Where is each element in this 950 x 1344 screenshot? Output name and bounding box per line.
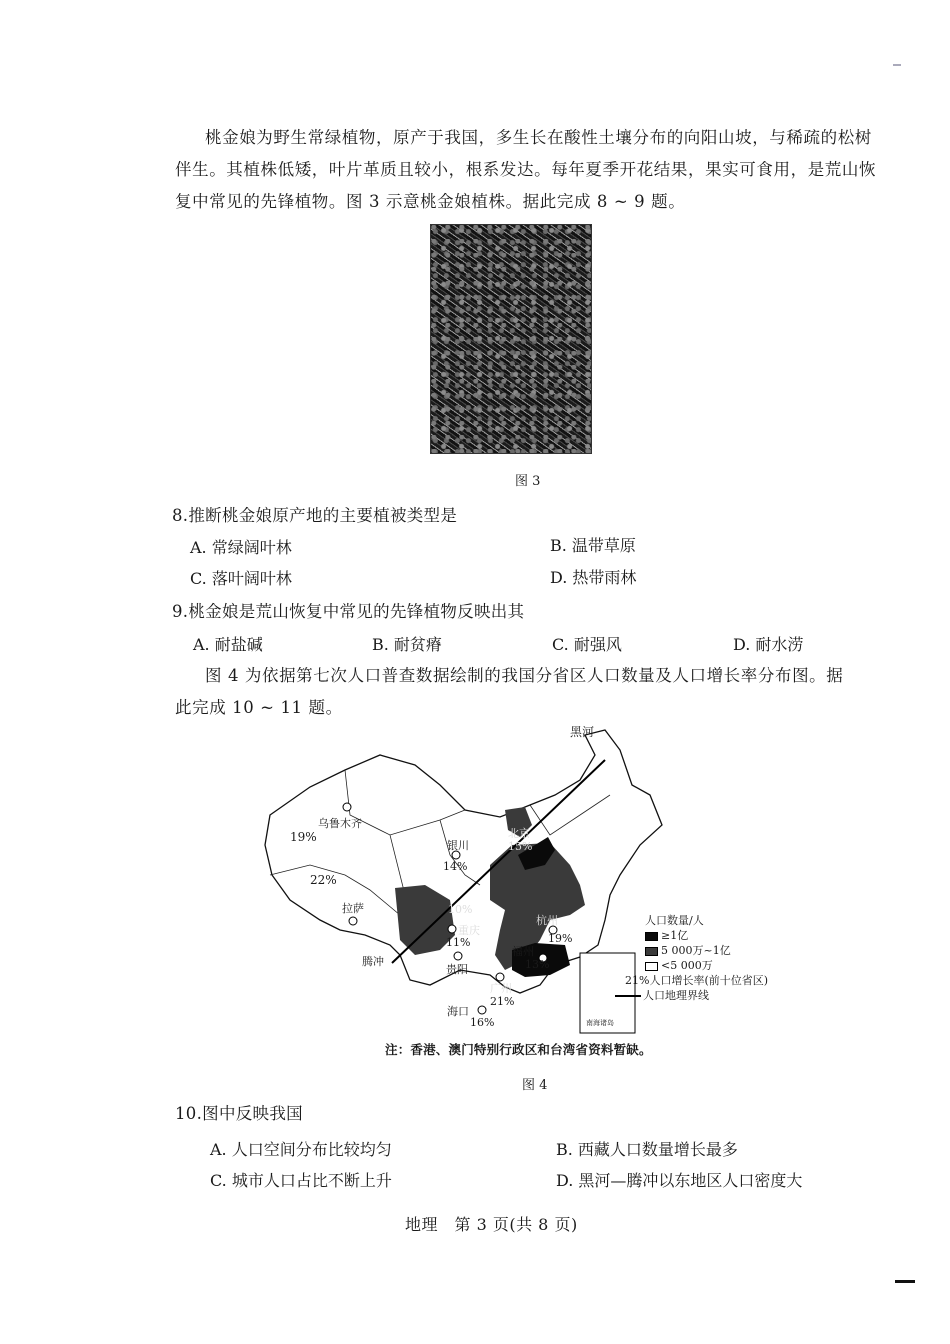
question-9 xyxy=(172,598,524,622)
scan-mark-top-right xyxy=(893,64,901,66)
label-beijing: 北京 xyxy=(508,827,530,840)
label-haikou: 海口 xyxy=(447,1005,469,1018)
legend-swatch-black xyxy=(645,932,658,941)
label-south-sea-islands: 南海诸岛 xyxy=(586,1019,614,1027)
label-hangzhou: 杭州 xyxy=(536,914,558,927)
q9-option-c[interactable]: C. 耐强风 xyxy=(552,635,622,654)
legend-item-1: ≥1亿 xyxy=(645,928,845,943)
q9-option-d[interactable]: D. 耐水涝 xyxy=(733,635,804,654)
label-beijing-rate: 15% xyxy=(508,840,533,853)
q10-option-d[interactable]: D. 黑河—腾冲以东地区人口密度大 xyxy=(556,1171,803,1190)
label-guangzhou: 广州 xyxy=(490,982,512,995)
label-tengchong: 腾冲 xyxy=(362,955,384,968)
q8-option-d[interactable]: D. 热带雨林 xyxy=(550,568,637,587)
legend-item-2: 5 000万~1亿 xyxy=(645,943,845,958)
label-guangzhou-rate: 21% xyxy=(490,995,515,1008)
label-yinchuan-rate: 14% xyxy=(443,860,468,873)
q9-option-a[interactable]: A. 耐盐碱 xyxy=(193,635,263,654)
q8-option-b[interactable]: B. 温带草原 xyxy=(550,536,636,555)
q10-option-b[interactable]: B. 西藏人口数量增长最多 xyxy=(556,1140,738,1159)
map-legend xyxy=(625,913,845,1003)
label-chongqing: 重庆 xyxy=(458,924,480,937)
q10-option-a[interactable]: A. 人口空间分布比较均匀 xyxy=(210,1140,392,1159)
q8-option-c[interactable]: C. 落叶阔叶林 xyxy=(190,569,292,588)
question-10 xyxy=(175,1100,303,1124)
legend-rate: 21%人口增长率(前十位省区) xyxy=(625,974,769,987)
intro-line-2: 伴生。其植株低矮，叶片革质且较小，根系发达。每年夏季开花结果，果实可食用，是荒山恢 xyxy=(175,160,877,179)
figure4-intro-line-2: 此完成 10 ~ 11 题。 xyxy=(175,698,343,717)
question-8-stem: 推断桃金娘原产地的主要植被类型是 xyxy=(188,506,458,525)
figure4-intro xyxy=(175,660,895,724)
label-haikou-rate: 16% xyxy=(470,1016,495,1029)
label-yinchuan: 银川 xyxy=(447,839,469,852)
figure3-plant-photo xyxy=(430,224,592,454)
question-10-stem: 图中反映我国 xyxy=(202,1104,303,1123)
q10-option-c[interactable]: C. 城市人口占比不断上升 xyxy=(210,1171,392,1190)
figure3-caption: 图 3 xyxy=(515,474,541,489)
q8-option-a[interactable]: A. 常绿阔叶林 xyxy=(190,538,292,557)
label-heihe: 黑河 xyxy=(570,725,595,739)
label-chongqing-rate: 10% xyxy=(448,903,473,916)
figure4-caption: 图 4 xyxy=(522,1078,548,1093)
intro-line-3: 复中常见的先锋植物。图 3 示意桃金娘植株。据此完成 8 ~ 9 题。 xyxy=(175,192,686,211)
label-guiyang-rate: 11% xyxy=(446,936,471,949)
question-8-number: 8. xyxy=(172,506,189,525)
legend-line: 人口地理界线 xyxy=(615,988,845,1003)
scan-mark-bottom-right xyxy=(895,1280,915,1283)
label-urumqi-rate: 19% xyxy=(290,830,317,844)
label-lhasa: 拉萨 xyxy=(342,902,364,915)
label-xinjiang-rate: 22% xyxy=(310,873,337,887)
legend-item-3: <5 000万 xyxy=(645,958,845,973)
figure4-note: 注：香港、澳门特别行政区和台湾省资料暂缺。 xyxy=(385,1042,652,1057)
legend-title: 人口数量/人 xyxy=(645,914,704,927)
label-urumqi: 乌鲁木齐 xyxy=(318,817,362,830)
intro-line-1: 桃金娘为野生常绿植物，原产于我国，多生长在酸性土壤分布的向阳山坡，与稀疏的松树 xyxy=(205,128,872,147)
question-9-stem: 桃金娘是荒山恢复中常见的先锋植物反映出其 xyxy=(188,602,525,621)
question-9-number: 9. xyxy=(172,602,189,621)
label-hangzhou-rate: 19% xyxy=(548,932,573,945)
legend-swatch-white xyxy=(645,962,658,971)
figure4-population-map xyxy=(250,725,790,1035)
page-footer: 地理 第 3 页(共 8 页) xyxy=(405,1215,578,1234)
q9-option-b[interactable]: B. 耐贫瘠 xyxy=(372,635,442,654)
label-fuzhou: 福州 xyxy=(512,945,534,958)
question-10-number: 10. xyxy=(175,1104,203,1123)
question-8 xyxy=(172,502,457,526)
legend-swatch-dark xyxy=(645,947,658,956)
label-guiyang: 贵阳 xyxy=(446,963,468,976)
intro-paragraph xyxy=(175,122,895,218)
label-fuzhou-rate: 13% xyxy=(525,958,550,971)
figure4-intro-line-1: 图 4 为依据第七次人口普查数据绘制的我国分省区人口数量及人口增长率分布图。据 xyxy=(205,666,844,685)
legend-line-swatch xyxy=(615,995,641,997)
